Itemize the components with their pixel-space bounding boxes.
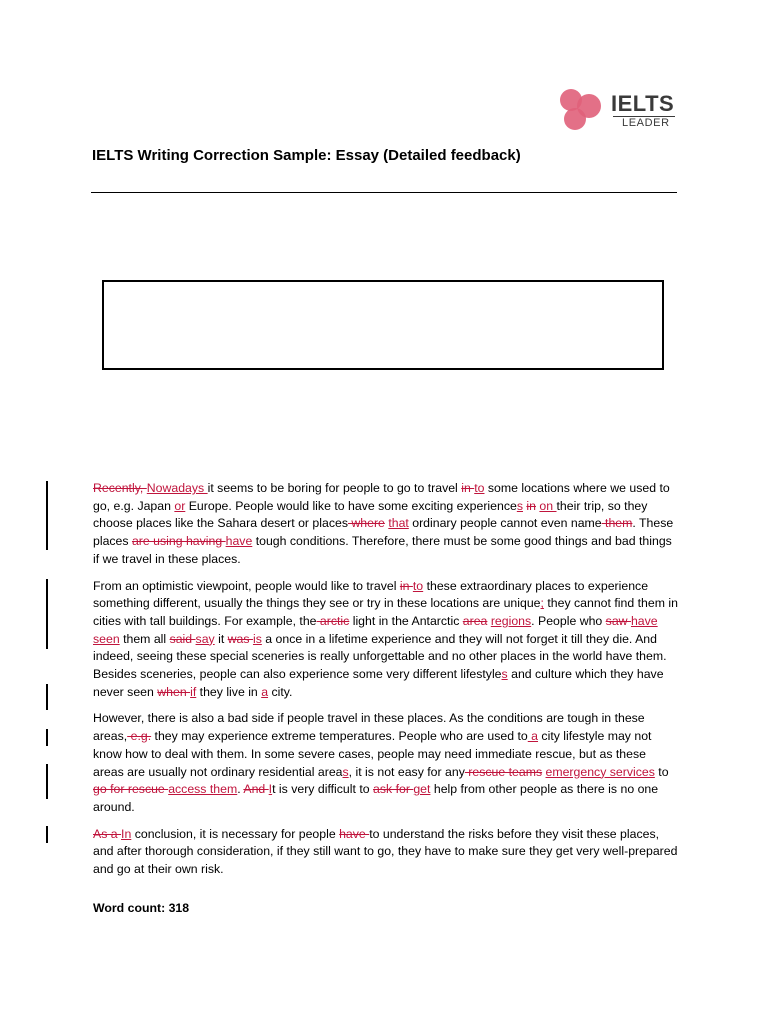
deleted-text: Recently,: [93, 481, 147, 495]
inserted-text: ;: [540, 596, 544, 611]
inserted-text: In: [121, 826, 132, 841]
essay-text: they may experience extreme temperatures. People who are used to: [151, 729, 528, 744]
essay-text: . These places: [93, 516, 674, 549]
logo-brand-text: IELTS: [611, 91, 675, 116]
inserted-text: s: [516, 498, 523, 513]
ielts-leader-logo: [556, 86, 678, 134]
deleted-text: them: [601, 516, 633, 531]
essay-text: From an optimistic viewpoint, people would like to travel: [93, 578, 400, 593]
essay-body: [93, 480, 678, 888]
essay-text: .: [237, 782, 244, 797]
essay-text: city.: [268, 684, 293, 699]
inserted-text: get: [413, 782, 431, 797]
essay-text: them all: [119, 631, 170, 646]
deleted-text: where: [347, 516, 385, 531]
deleted-text: go for rescue: [93, 782, 169, 797]
essay-paragraph: [93, 710, 678, 816]
deleted-text: e.g.: [127, 729, 152, 744]
inserted-text: on: [539, 498, 557, 513]
word-count: Word count: 318: [93, 901, 190, 915]
essay-text: , it is not easy for any: [348, 764, 465, 779]
deleted-text: have: [339, 826, 370, 841]
inserted-text: emergency services: [545, 764, 655, 779]
logo-subtitle-text: LEADER: [622, 117, 670, 129]
inserted-text: if: [190, 684, 197, 699]
inserted-text: to: [474, 481, 485, 495]
essay-text: some locations where we used to go, e.g. Japan: [93, 481, 670, 513]
change-bar: [46, 729, 48, 746]
deleted-text: was: [227, 631, 253, 646]
deleted-text: rescue teams: [464, 764, 543, 779]
essay-paragraph: [93, 826, 678, 879]
deleted-text: in: [399, 578, 413, 593]
essay-text: conclusion, it is necessary for people: [131, 826, 340, 841]
inserted-text: I: [268, 782, 273, 797]
inserted-text: have seen: [93, 613, 658, 646]
essay-text: t is very difficult to: [272, 782, 374, 797]
change-bar: [46, 684, 48, 710]
inserted-text: access them: [168, 782, 238, 797]
essay-text: city lifestyle may not know how to deal with them. In some severe cases, people may need immediate rescue, but as these areas are usually not ordinary residential area: [93, 729, 652, 779]
change-bar: [46, 826, 48, 843]
inserted-text: is: [252, 631, 262, 646]
essay-text: it: [214, 631, 228, 646]
essay-text: it seems to be boring for people to go to travel: [207, 481, 462, 495]
inserted-text: a: [527, 729, 539, 744]
change-bar: [46, 764, 48, 799]
change-bar: [46, 579, 48, 649]
inserted-text: to: [412, 578, 424, 593]
essay-text: light in the Antarctic: [349, 613, 463, 628]
deleted-text: saw: [605, 613, 631, 628]
deleted-text: in: [461, 481, 475, 495]
logo-circles-icon: [556, 86, 606, 134]
essay-text: to understand the risks before they visit these places, and after thorough consideration, if they still want to go, they have to make sure they get very well-prepared and go at their own risk.: [93, 826, 678, 877]
deleted-text: in: [526, 498, 536, 513]
essay-text: they live in: [196, 684, 262, 699]
essay-text: Europe. People would like to have some exciting experience: [185, 498, 517, 513]
inserted-text: that: [388, 516, 409, 531]
inserted-text: Nowadays: [146, 481, 208, 495]
essay-text: tough conditions. Therefore, there must be some good things and bad things if we travel in these places.: [93, 534, 672, 566]
inserted-text: say: [195, 631, 215, 646]
deleted-text: area: [462, 613, 488, 628]
inserted-text: have: [225, 534, 253, 549]
page-title: IELTS Writing Correction Sample: Essay (Detailed feedback): [92, 147, 521, 164]
essay-text: help from other people as there is no one around.: [93, 782, 659, 814]
inserted-text: s: [501, 667, 508, 682]
essay-text: . People who: [531, 613, 606, 628]
essay-paragraph: [93, 578, 678, 702]
essay-text: their trip, so they choose places like the Sahara desert or places: [93, 498, 648, 531]
inserted-text: a: [261, 684, 269, 699]
inserted-text: or: [174, 498, 186, 513]
deleted-text: when: [157, 684, 191, 699]
inserted-text: regions: [490, 613, 532, 628]
deleted-text: said: [169, 631, 196, 646]
change-bar: [46, 481, 48, 550]
essay-text: they cannot find them in cities with tall buildings. For example, the: [93, 596, 678, 628]
essay-text: and culture which they have never seen: [93, 667, 664, 699]
deleted-text: ask for: [373, 782, 414, 797]
deleted-text: are using having: [131, 534, 226, 549]
essay-text: these extraordinary places to experience something different, usually the things they see or try in these locations are unique: [93, 578, 649, 611]
deleted-text: As a: [93, 826, 122, 841]
inserted-text: s: [342, 764, 349, 779]
essay-paragraph: [93, 480, 678, 569]
essay-text: a once in a lifetime experience and they will not forget it till they die. And indeed, seeing these special sceneries is really unforgettable and no other places in the world have them. Besides sceneries, people can also experience some very different lifestyle: [93, 631, 667, 682]
essay-text: to: [654, 764, 669, 779]
deleted-text: And: [243, 782, 269, 797]
essay-text: ordinary people cannot even name: [408, 516, 602, 531]
deleted-text: arctic: [316, 613, 350, 628]
essay-text: However, there is also a bad side if people travel in these places. As the conditions are tough in these areas,: [93, 711, 645, 744]
task-prompt-box: [102, 280, 664, 370]
title-divider: [91, 192, 677, 193]
